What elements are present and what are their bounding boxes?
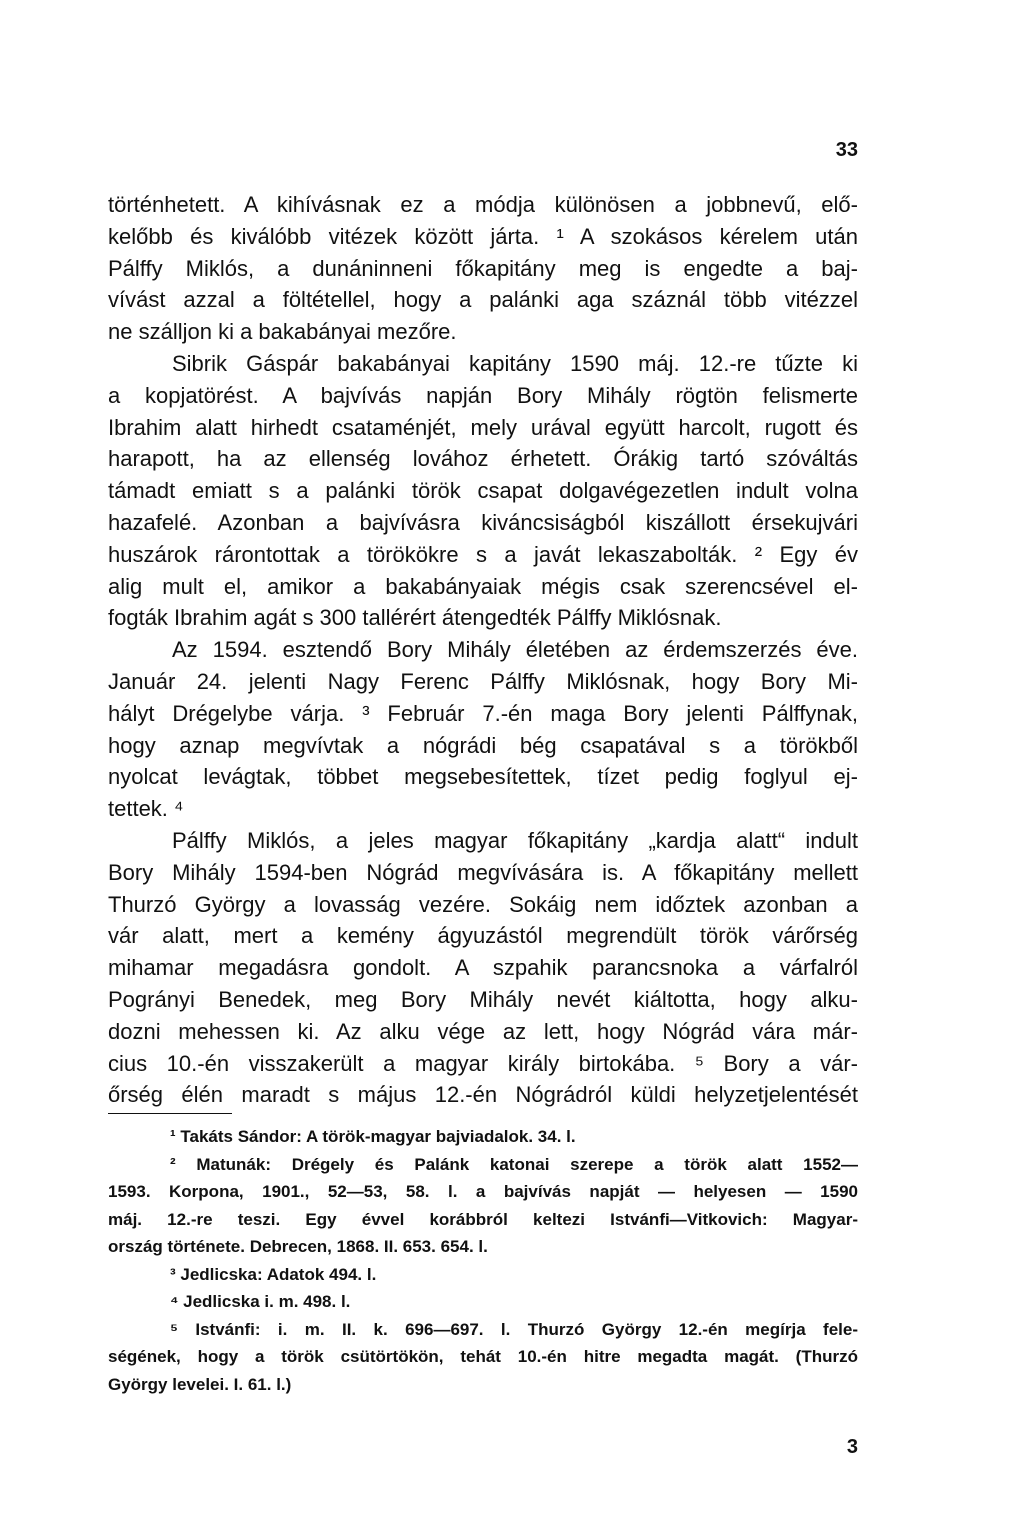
footnote-line: ségének, hogy a török csütörtökön, tehát 10.-én hitre megadta magát. (Thurzó xyxy=(108,1347,858,1366)
text-line: történhetett. A kihívásnak ez a módja különösen a jobbnevű, elő- xyxy=(108,192,858,217)
text-line: Ibrahim alatt hirhedt csataménjét, mely urával együtt harcolt, rugott és xyxy=(108,414,858,440)
main-text xyxy=(108,189,858,1111)
footnote-line: ² Matunák: Drégely és Palánk katonai szerepe a török alatt 1552— xyxy=(170,1154,858,1174)
text-line: Az 1594. esztendő Bory Mihály életében az érdemszerzés éve. xyxy=(172,637,858,663)
text-line: tettek. ⁴ xyxy=(108,796,184,822)
footnote-line: ⁵ Istvánfi: i. m. II. k. 696—697. l. Thurzó György 12.-én megírja fele- xyxy=(170,1319,858,1339)
text-line: Thurzó György a lovasság vezére. Sokáig nem időztek azonban a xyxy=(108,891,858,917)
footnote-line: ³ Jedlicska: Adatok 494. l. xyxy=(170,1264,377,1284)
text-line: harapott, ha az ellenség lovához érhetett. Órákig tartó szóváltás xyxy=(108,446,858,472)
text-line: huszárok rárontottak a törökökre s a javát lekaszabolták. ² Egy év xyxy=(108,541,858,567)
footnote xyxy=(108,1288,858,1316)
footnote xyxy=(108,1123,858,1151)
text-line: cius 10.-én visszakerült a magyar király birtokába. ⁵ Bory a vár- xyxy=(108,1050,858,1076)
text-line: fogták Ibrahim agát s 300 tallérért átengedték Pálffy Miklósnak. xyxy=(108,605,722,631)
text-line: vívást azzal a föltétellel, hogy a palánki aga száznál több vitézzel xyxy=(108,287,858,313)
footnote-line: ország története. Debrecen, 1868. II. 653. 654. l. xyxy=(108,1237,488,1256)
text-line: Pogrányi Benedek, meg Bory Mihály nevét kiáltotta, hogy alku- xyxy=(108,986,858,1012)
text-line: ne szálljon ki a bakabányai mezőre. xyxy=(108,319,457,345)
text-line: őrség élén maradt s május 12.-én Nógrádról küldi helyzetjelentését xyxy=(108,1082,858,1108)
text-line: támadt emiatt s a palánki török csapat dolgavégezetlen indult volna xyxy=(108,478,858,504)
footnote-line: ¹ Takáts Sándor: A török-magyar bajviadalok. 34. l. xyxy=(170,1127,576,1146)
text-line: hazafelé. Azonban a bajvívásra kiváncsiságból kiszállott érsekujvári xyxy=(108,509,858,535)
paragraph xyxy=(108,348,858,634)
text-line: hályt Drégelybe várja. ³ Február 7.-én maga Bory jelenti Pálffynak, xyxy=(108,700,858,726)
footnote-line: György levelei. I. 61. l.) xyxy=(108,1374,292,1394)
paragraph xyxy=(108,634,858,825)
text-line: a kopjatörést. A bajvívás napján Bory Mihály rögtön felismerte xyxy=(108,382,858,408)
text-line: Sibrik Gáspár bakabányai kapitány 1590 máj. 12.-re tűzte ki xyxy=(172,350,858,376)
text-line: nyolcat levágtak, többet megsebesítettek, tízet pedig foglyul ej- xyxy=(108,764,858,790)
signature-mark: 3 xyxy=(846,1436,858,1458)
footnotes xyxy=(108,1123,858,1398)
text-line: Pálffy Miklós, a dunáninneni főkapitány meg is engedte a baj- xyxy=(108,255,858,281)
text-line: Január 24. jelenti Nagy Ferenc Pálffy Miklósnak, hogy Bory Mi- xyxy=(108,668,858,694)
text-line: Bory Mihály 1594-ben Nógrád megvívására is. A főkapitány mellett xyxy=(108,859,858,885)
text-line: alig mult el, amikor a bakabányaiak mégis csak szerencsével el- xyxy=(108,573,858,599)
footnote-line: ⁴ Jedlicska i. m. 498. l. xyxy=(170,1292,351,1311)
footnote xyxy=(108,1151,858,1261)
footnote xyxy=(108,1261,858,1289)
text-line: hogy aznap megvívtak a nógrádi bég csapatával s a törökből xyxy=(108,732,858,758)
paragraph xyxy=(108,825,858,1111)
footnote xyxy=(108,1316,858,1399)
footnote-separator xyxy=(108,1113,232,1114)
footnote-line: 1593. Korpona, 1901., 52—53, 58. l. a bajvívás napját — helyesen — 1590 xyxy=(108,1182,858,1201)
footnote-line: máj. 12.-re teszi. Egy évvel korábbról keltezi Istvánfi—Vitkovich: Magyar- xyxy=(108,1209,858,1229)
text-line: mihamar megadásra gondolt. A szpahik parancsnoka a várfalról xyxy=(108,955,858,981)
text-line: kelőbb és kiválóbb vitézek között járta. ¹ A szokásos kérelem után xyxy=(108,223,858,249)
text-line: dozni mehessen ki. Az alku vége az lett, hogy Nógrád vára már- xyxy=(108,1018,858,1044)
text-line: vár alatt, mert a kemény ágyuzástól megrendült török várőrség xyxy=(108,923,858,949)
paragraph xyxy=(108,189,858,348)
text-line: Pálffy Miklós, a jeles magyar főkapitány „kardja alatt“ indult xyxy=(172,827,858,853)
page-number: 33 xyxy=(835,139,858,161)
